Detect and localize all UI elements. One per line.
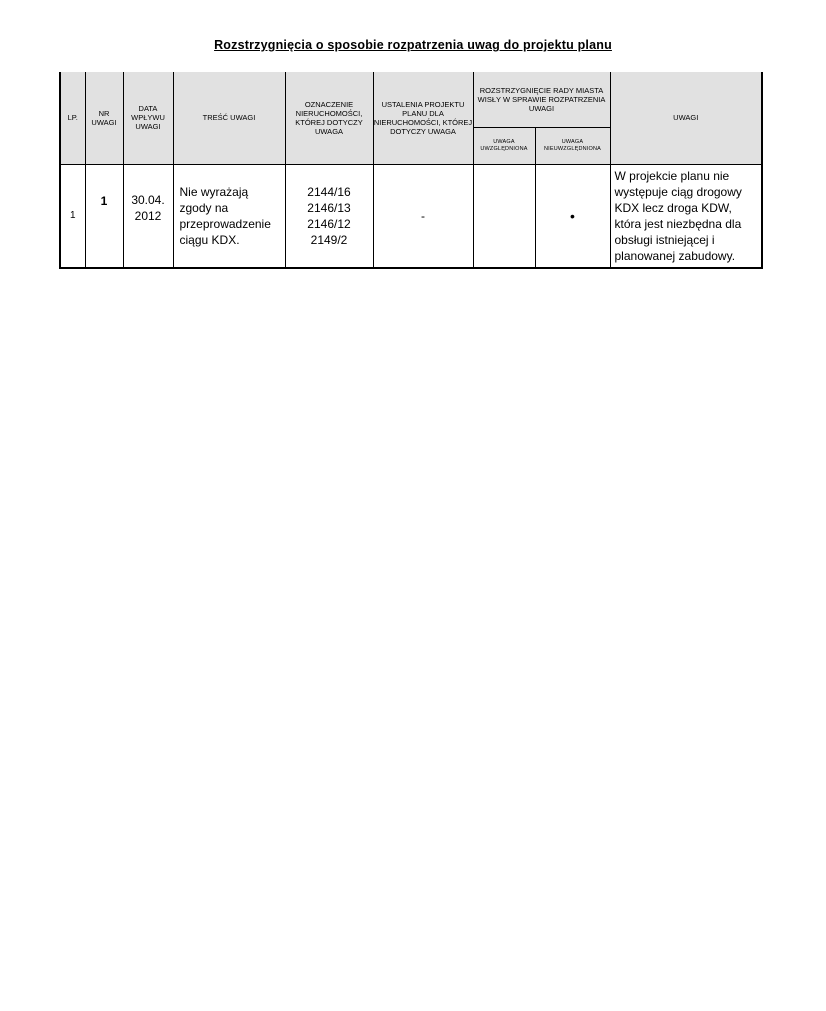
table-row — [60, 164, 762, 268]
cell-rejected: • — [535, 164, 610, 268]
header-accepted: UWAGA UWZGLĘDNIONA — [473, 127, 535, 164]
parcel-number: 2149/2 — [310, 232, 348, 247]
header-property: OZNACZENIE NIERUCHOMOŚCI, KTÓREJ DOTYCZY UWAGA — [285, 72, 373, 164]
date-line-2: 2012 — [134, 208, 162, 223]
parcel-number: 2146/13 — [307, 200, 351, 215]
cell-lp: 1 — [60, 164, 85, 268]
header-rejected: UWAGA NIEUWZGLĘDNIONA — [535, 127, 610, 164]
date-line-1: 30.04. — [131, 192, 165, 207]
cell-accepted — [473, 164, 535, 268]
header-plan: USTALENIA PROJEKTU PLANU DLA NIERUCHOMOŚCI, KTÓREJ DOTYCZY UWAGA — [373, 72, 473, 164]
header-notes: UWAGI — [610, 72, 762, 164]
header-lp: LP. — [60, 72, 85, 164]
cell-parcels — [285, 164, 373, 268]
cell-nr: 1 — [85, 164, 123, 268]
header-nr: NR UWAGI — [85, 72, 123, 164]
cell-date — [123, 164, 173, 268]
header-content: TREŚĆ UWAGI — [173, 72, 285, 164]
parcel-number: 2146/12 — [307, 216, 351, 231]
header-decision: ROZSTRZYGNIĘCIE RADY MIASTA WISŁY W SPRAWIE ROZPATRZENIA UWAGI — [473, 72, 610, 127]
parcel-number: 2144/16 — [307, 184, 351, 199]
remarks-table — [59, 72, 763, 269]
header-date: DATA WPŁYWU UWAGI — [123, 72, 173, 164]
cell-content: Nie wyrażają zgody na przeprowadzenie ciągu KDX. — [173, 164, 285, 268]
document-title: Rozstrzygnięcia o sposobie rozpatrzenia uwag do projektu planu — [214, 38, 612, 52]
cell-notes: W projekcie planu nie występuje ciąg drogowy KDX lecz droga KDW, która jest niezbędna dla obsługi istniejącej i planowanej zabudowy. — [610, 164, 762, 268]
cell-plan: - — [373, 164, 473, 268]
